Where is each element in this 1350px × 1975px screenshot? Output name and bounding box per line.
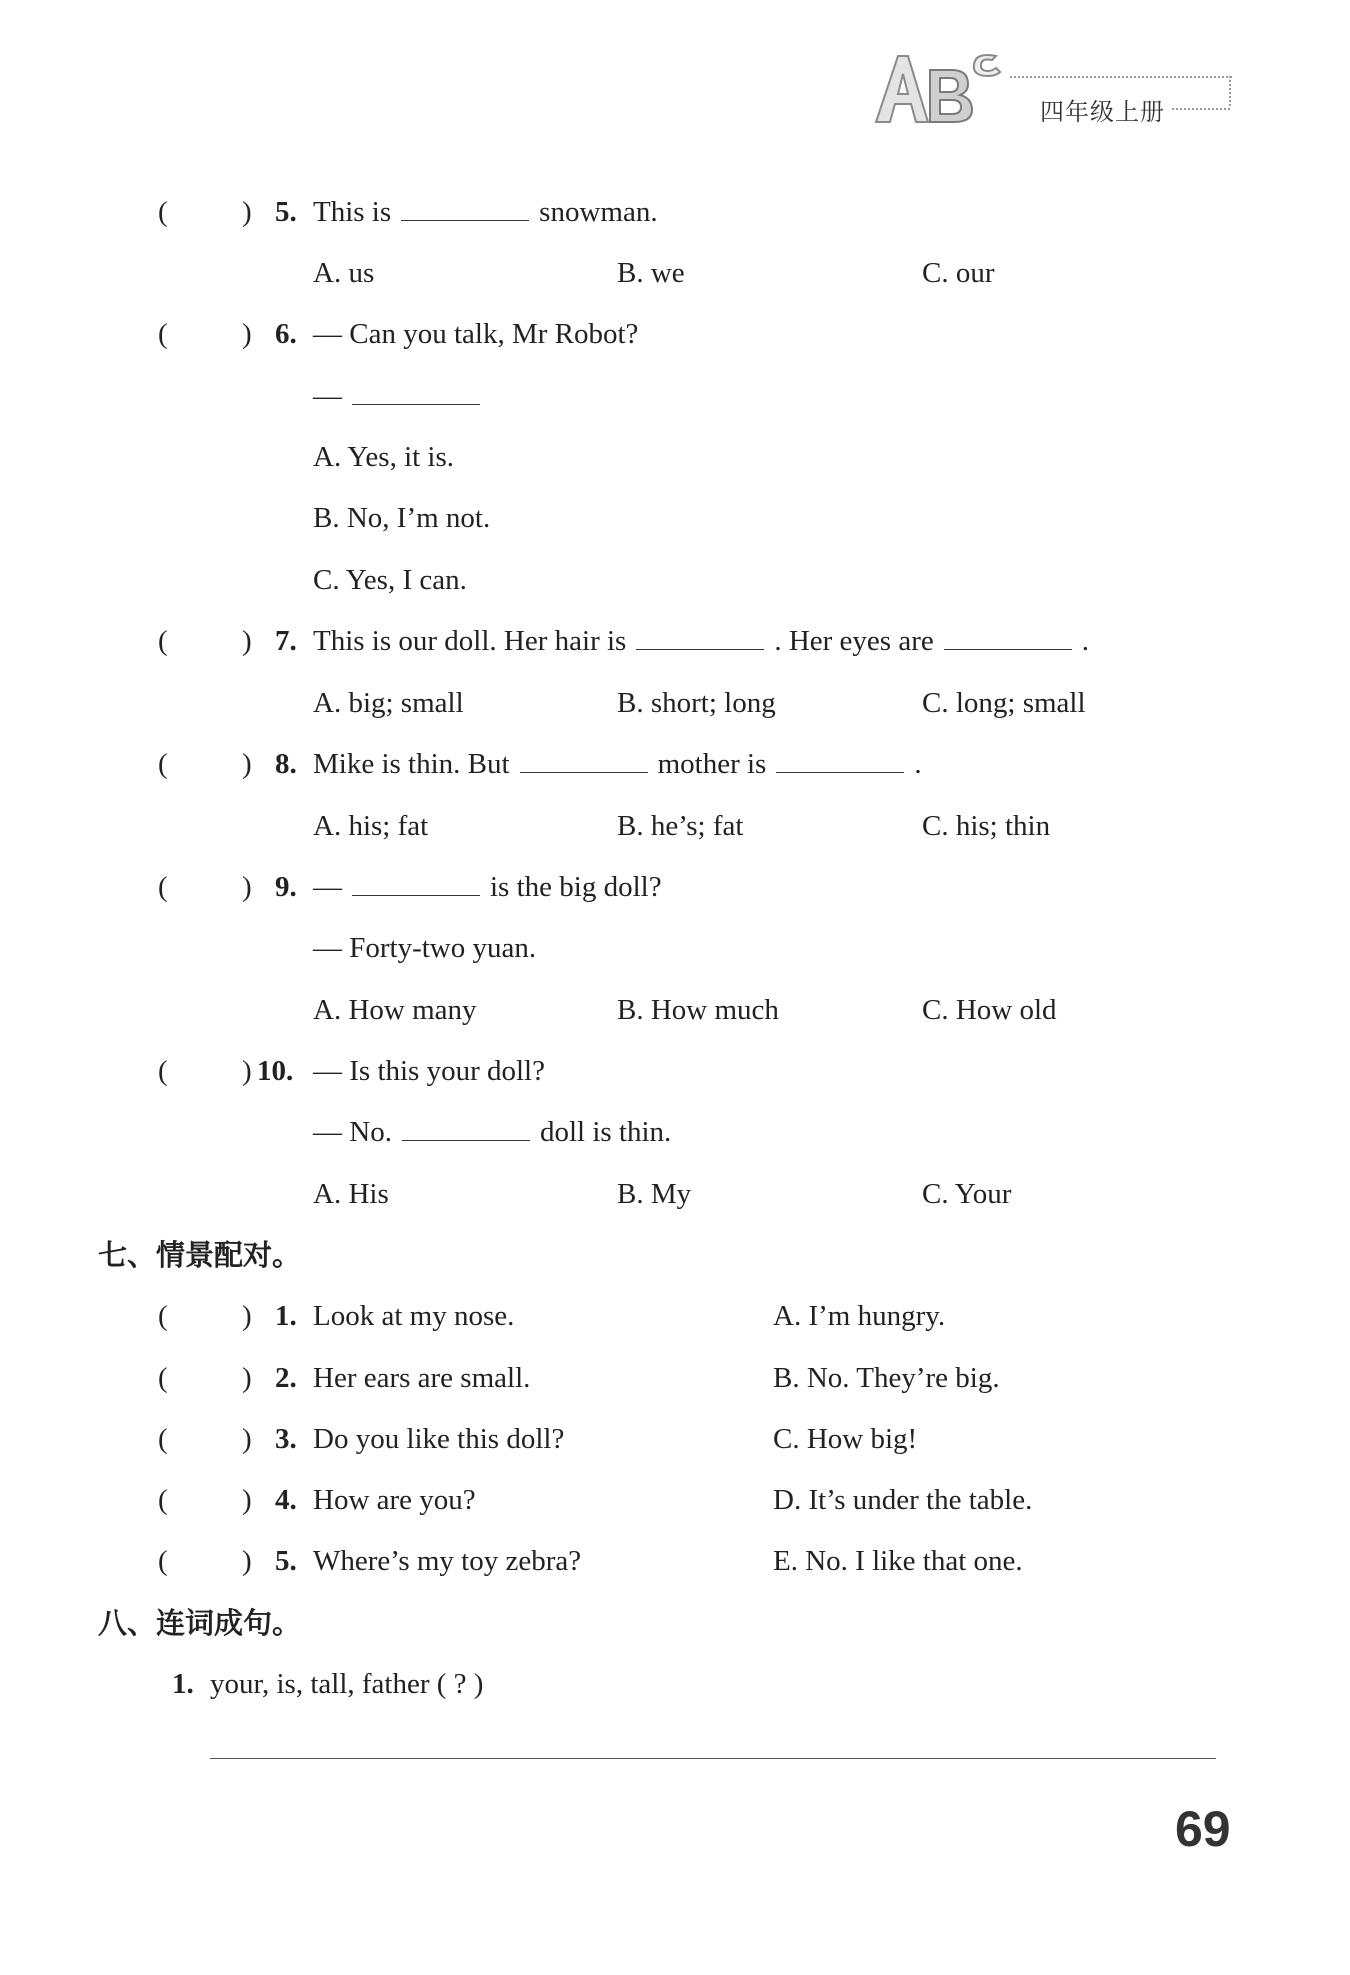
abc-letters-logo-icon <box>868 48 1008 132</box>
answer-paren-open: ( <box>158 625 168 657</box>
answer-paren-close: ) <box>242 1300 252 1332</box>
fill-blank[interactable] <box>776 744 904 773</box>
question-number: 4. <box>275 1484 297 1516</box>
fill-blank[interactable] <box>944 621 1072 650</box>
question-number: 8. <box>275 748 297 780</box>
question-number: 5. <box>275 1545 297 1577</box>
option-a[interactable]: A. us <box>313 257 375 289</box>
section-8-title: 八、连词成句。 <box>98 1606 302 1640</box>
answer-paren-open: ( <box>158 1300 168 1332</box>
answer-paren-close: ) <box>242 1055 252 1087</box>
question-number: 6. <box>275 318 297 350</box>
matching-response: E. No. I like that one. <box>773 1545 1023 1577</box>
section-7-title: 七、情景配对。 <box>98 1238 302 1272</box>
option-a[interactable]: A. His <box>313 1178 389 1210</box>
answer-paren-close: ) <box>242 1545 252 1577</box>
matching-response: D. It’s under the table. <box>773 1484 1033 1516</box>
header-dotted-rule <box>1010 76 1232 78</box>
question-stem: Mike is thin. But mother is . <box>313 744 922 784</box>
question-number: 1. <box>172 1668 194 1700</box>
header-dotted-corner <box>1229 76 1231 106</box>
word-list: your, is, tall, father ( ? ) <box>210 1668 484 1700</box>
answer-paren-open: ( <box>158 748 168 780</box>
question-number: 7. <box>275 625 297 657</box>
question-number: 1. <box>275 1300 297 1332</box>
page-number: 69 <box>1175 1801 1231 1857</box>
reply-line: — <box>313 376 490 416</box>
fill-blank[interactable] <box>352 867 480 896</box>
question-number: 2. <box>275 1362 297 1394</box>
answer-paren-open: ( <box>158 1362 168 1394</box>
answer-paren-open: ( <box>158 1484 168 1516</box>
option-c[interactable]: C. Yes, I can. <box>313 564 467 596</box>
question-number: 5. <box>275 196 297 228</box>
answer-paren-open: ( <box>158 871 168 903</box>
fill-blank[interactable] <box>352 376 480 405</box>
answer-paren-close: ) <box>242 1484 252 1516</box>
question-number: 10. <box>257 1055 294 1087</box>
option-c[interactable]: C. Your <box>922 1178 1012 1210</box>
option-a[interactable]: A. Yes, it is. <box>313 441 455 473</box>
matching-response: C. How big! <box>773 1423 918 1455</box>
matching-response: A. I’m hungry. <box>773 1300 946 1332</box>
answer-writing-line[interactable] <box>210 1758 1216 1759</box>
answer-paren-open: ( <box>158 196 168 228</box>
option-a[interactable]: A. How many <box>313 994 477 1026</box>
fill-blank[interactable] <box>520 744 648 773</box>
answer-paren-close: ) <box>242 748 252 780</box>
option-c[interactable]: C. his; thin <box>922 810 1051 842</box>
answer-paren-open: ( <box>158 1545 168 1577</box>
question-stem: This is snowman. <box>313 192 658 232</box>
question-stem: This is our doll. Her hair is . Her eyes are . <box>313 621 1089 661</box>
option-a[interactable]: A. his; fat <box>313 810 429 842</box>
matching-prompt: Where’s my toy zebra? <box>313 1545 582 1577</box>
grade-label: 四年级上册 <box>1040 98 1165 126</box>
answer-paren-open: ( <box>158 318 168 350</box>
answer-paren-close: ) <box>242 1423 252 1455</box>
answer-paren-close: ) <box>242 871 252 903</box>
answer-paren-open: ( <box>158 1423 168 1455</box>
option-b[interactable]: B. we <box>617 257 685 289</box>
option-b[interactable]: B. he’s; fat <box>617 810 744 842</box>
fill-blank[interactable] <box>401 192 529 221</box>
option-c[interactable]: C. How old <box>922 994 1057 1026</box>
option-b[interactable]: B. No, I’m not. <box>313 502 491 534</box>
question-stem: — Is this your doll? <box>313 1055 545 1087</box>
option-c[interactable]: C. our <box>922 257 995 289</box>
fill-blank[interactable] <box>402 1112 530 1141</box>
question-stem: — Can you talk, Mr Robot? <box>313 318 639 350</box>
option-b[interactable]: B. How much <box>617 994 779 1026</box>
fill-blank[interactable] <box>636 621 764 650</box>
matching-response: B. No. They’re big. <box>773 1362 1000 1394</box>
answer-paren-close: ) <box>242 625 252 657</box>
option-c[interactable]: C. long; small <box>922 687 1086 719</box>
grade-dotted-rule <box>1172 108 1230 110</box>
matching-prompt: Look at my nose. <box>313 1300 515 1332</box>
answer-paren-close: ) <box>242 1362 252 1394</box>
reply-line: — Forty-two yuan. <box>313 932 537 964</box>
question-stem: — is the big doll? <box>313 867 662 907</box>
option-b[interactable]: B. short; long <box>617 687 776 719</box>
matching-prompt: Her ears are small. <box>313 1362 531 1394</box>
reply-line: — No. doll is thin. <box>313 1112 671 1152</box>
answer-paren-open: ( <box>158 1055 168 1087</box>
answer-paren-close: ) <box>242 318 252 350</box>
option-b[interactable]: B. My <box>617 1178 692 1210</box>
matching-prompt: How are you? <box>313 1484 476 1516</box>
question-number: 3. <box>275 1423 297 1455</box>
answer-paren-close: ) <box>242 196 252 228</box>
option-a[interactable]: A. big; small <box>313 687 464 719</box>
matching-prompt: Do you like this doll? <box>313 1423 565 1455</box>
question-number: 9. <box>275 871 297 903</box>
